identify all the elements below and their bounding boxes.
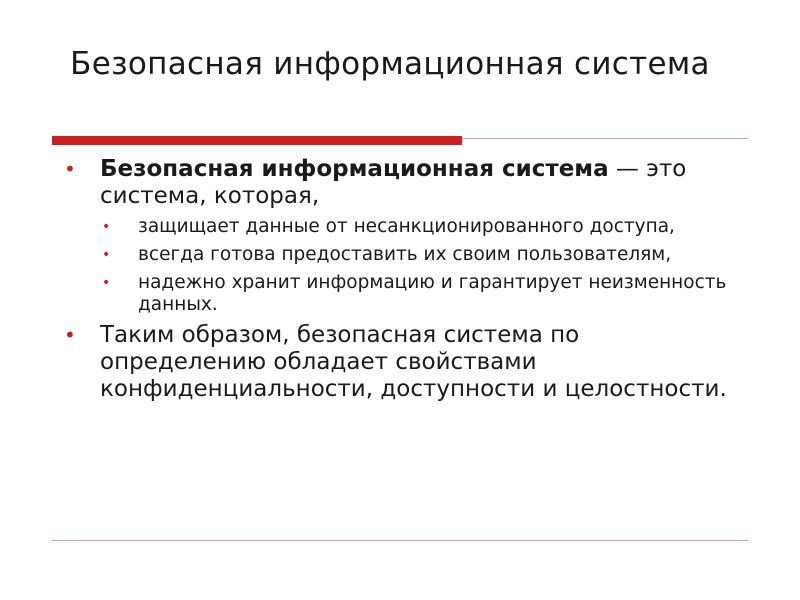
- definition-text: — это система, которая,: [100, 156, 687, 209]
- subitem-text: всегда готова предоставить их своим пользователям,: [138, 244, 672, 265]
- bullet-conclusion: [62, 322, 752, 403]
- conclusion-text: Таким образом, безопасная система по определению обладает свойствами конфиденциальности, доступности и целостности.: [100, 322, 727, 402]
- subitem-ready-to-provide: [62, 244, 752, 266]
- subitem-stores-reliably: [62, 272, 752, 316]
- subitem-protects-data: [62, 216, 752, 238]
- bullet-definition: [62, 156, 752, 210]
- sub-bullet-glyph: •: [102, 275, 111, 291]
- footer-divider: [52, 540, 748, 541]
- subitem-text: защищает данные от несанкционированного доступа,: [138, 216, 675, 237]
- definition-subitems: [62, 216, 752, 316]
- slide-body: [62, 156, 752, 409]
- title-divider-accent: [52, 136, 462, 145]
- subitem-text: надежно хранит информацию и гарантирует неизменность данных.: [138, 272, 727, 315]
- slide-title: Безопасная информационная система: [70, 46, 710, 82]
- sub-bullet-glyph: •: [102, 247, 111, 263]
- bullet-glyph: •: [64, 323, 76, 347]
- sub-bullet-glyph: •: [102, 219, 111, 235]
- bullet-glyph: •: [64, 157, 76, 181]
- definition-term: Безопасная информационная система: [100, 156, 609, 182]
